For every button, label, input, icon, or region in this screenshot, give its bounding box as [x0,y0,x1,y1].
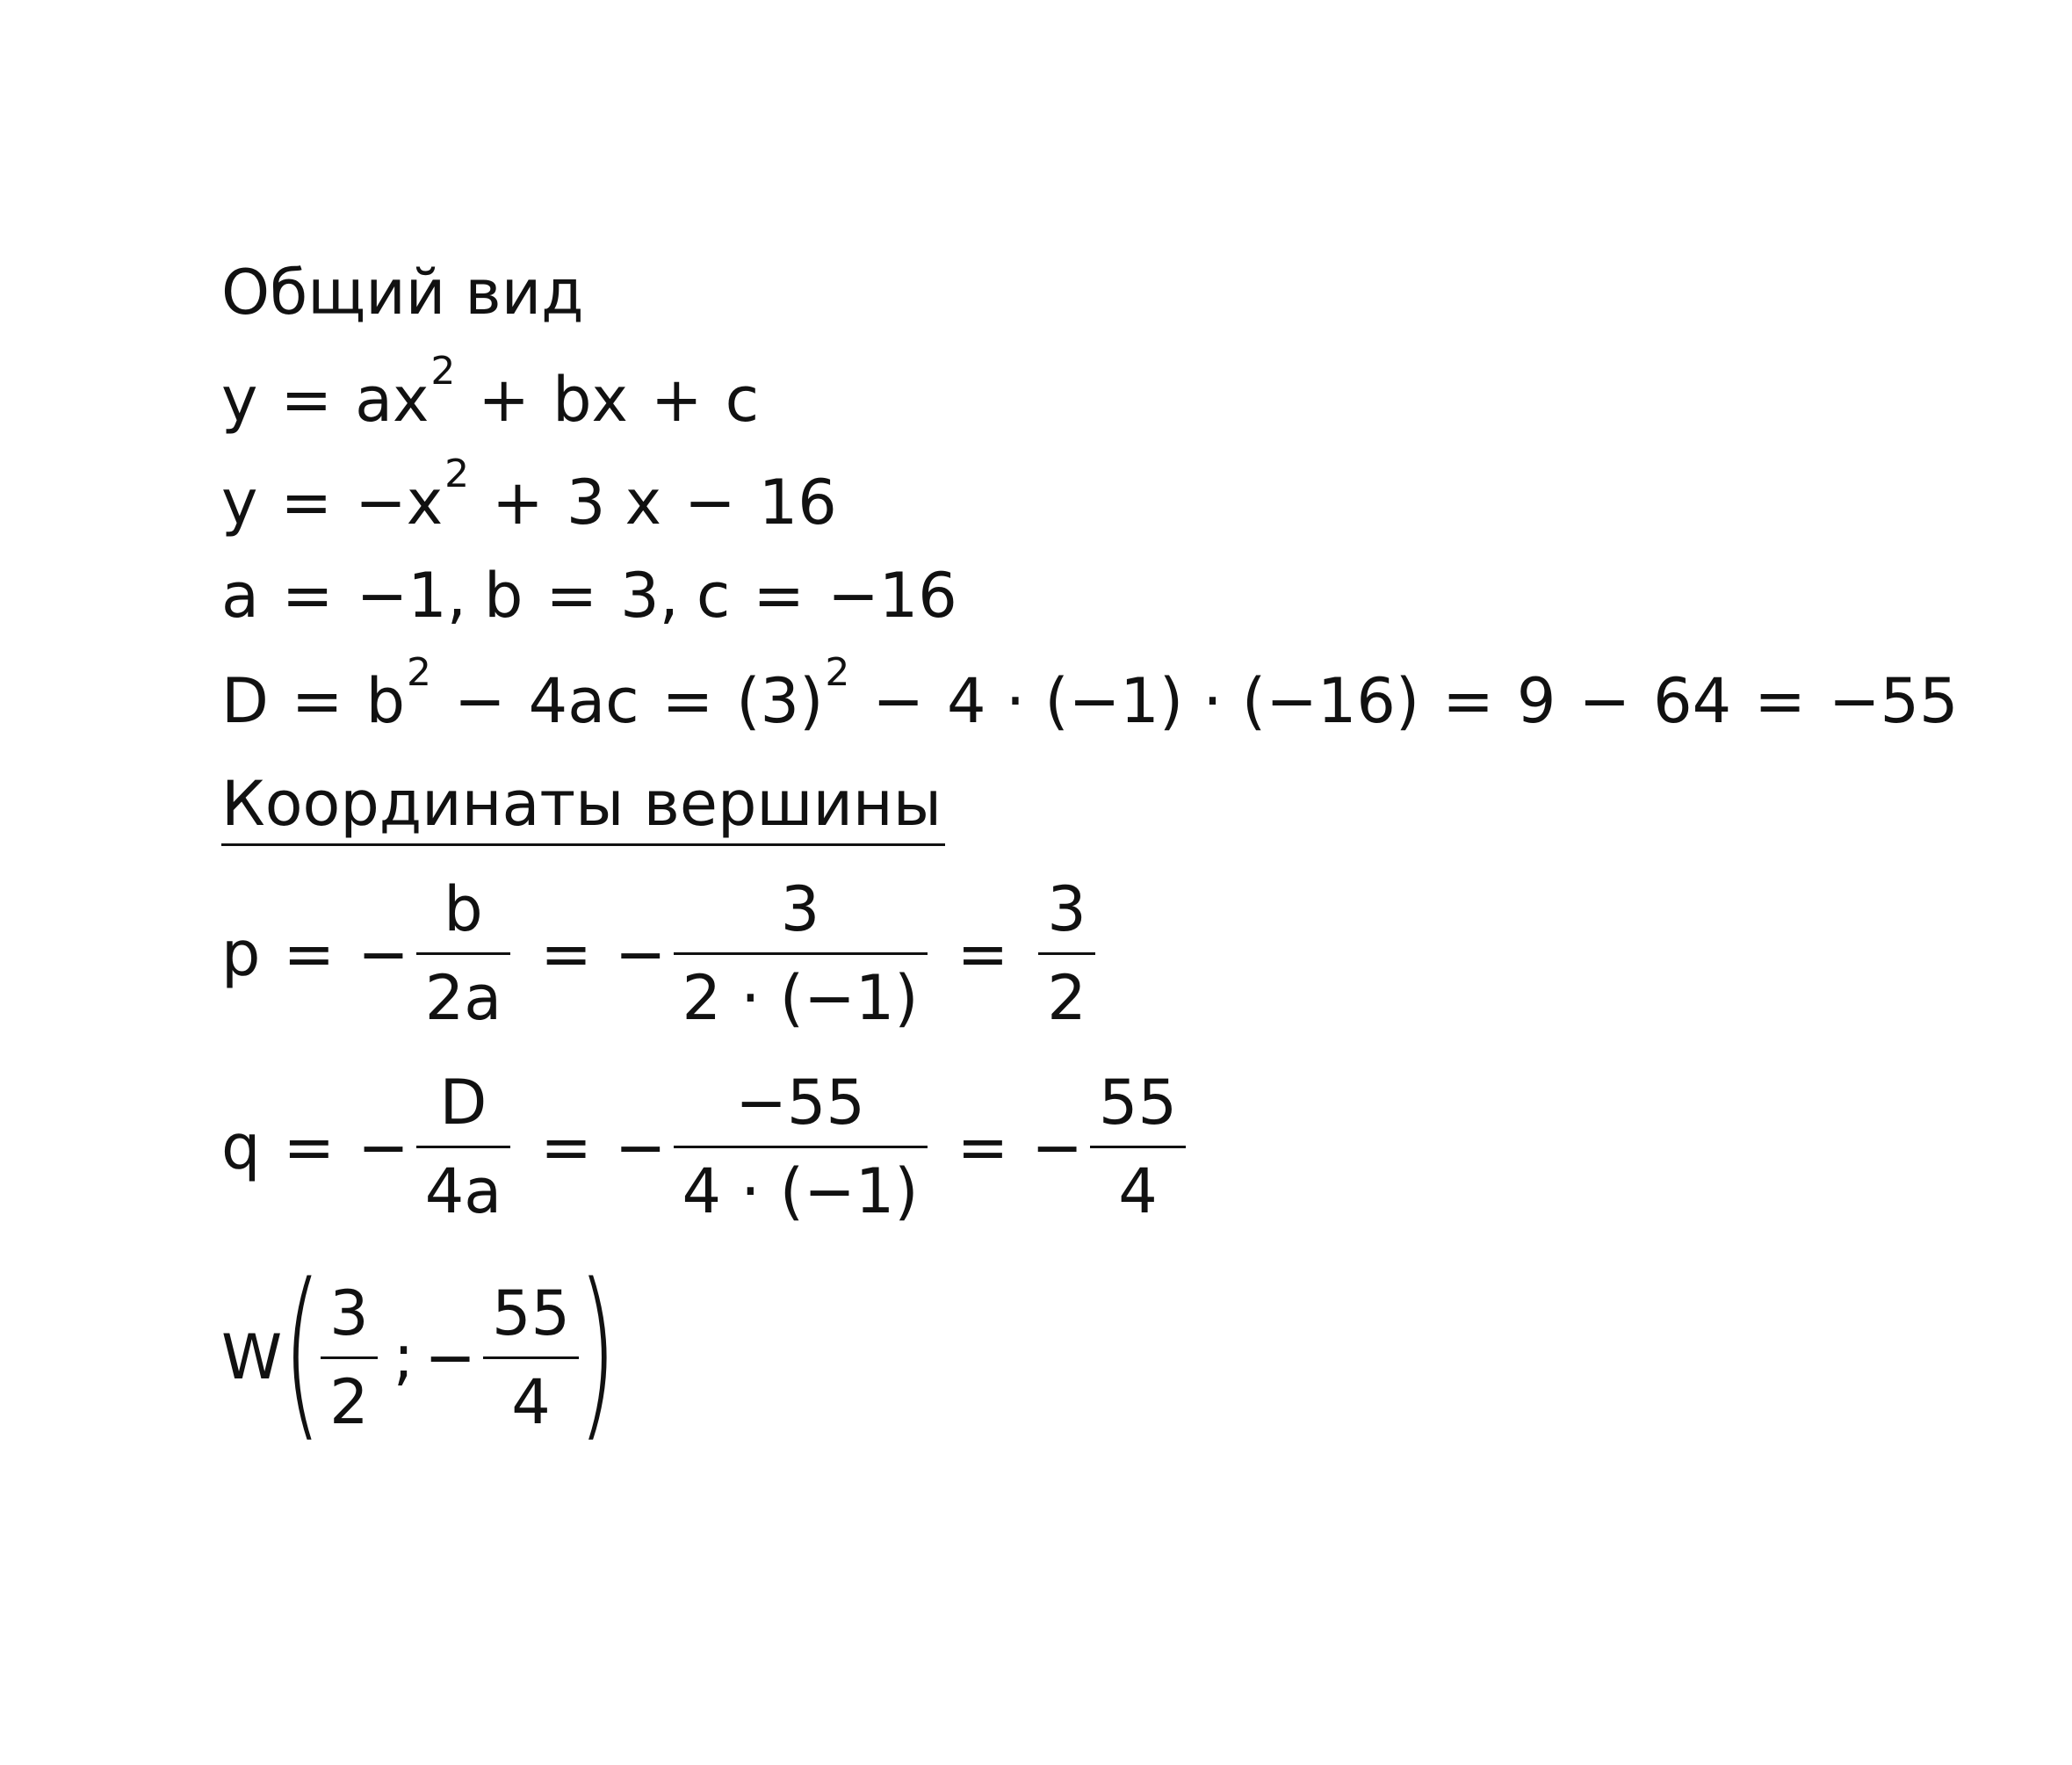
fraction [1038,873,1095,1034]
minus-sign: − [614,1110,667,1183]
vertex-title: Координаты вершины [221,773,945,846]
exponent: 2 [825,650,850,695]
formula-term: 16 [758,467,837,539]
fraction [674,873,928,1034]
equals-sign: = [753,560,805,632]
minus-sign: − [1031,1110,1083,1183]
vertex-x-fraction [321,1277,378,1438]
equals-sign: = [283,1110,336,1183]
q-formula [221,1067,1193,1227]
coef-c-name: c [696,560,731,632]
fraction [674,1067,928,1227]
formula-term: c [725,364,760,436]
formula-term: 9 [1516,665,1556,737]
right-paren: ) [577,1244,617,1459]
exponent: 2 [407,650,431,695]
vertex-point [221,1244,633,1459]
formula-term: 4ac [528,665,639,737]
p-lhs: p [221,917,261,990]
equals-sign: = [281,560,334,632]
general-form-title: Общий вид [221,257,584,329]
coef-a-value: −1, [356,560,467,632]
discriminant-result: −55 [1828,665,1959,737]
exponent: 2 [430,349,456,394]
equals-sign: = [280,364,333,436]
fraction-numerator: −55 [735,1067,865,1139]
discriminant-lhs: D [221,665,269,737]
fraction [1090,1067,1186,1227]
vertex-name: W [221,1321,283,1393]
equals-sign: = [540,917,592,990]
fraction-numerator: D [439,1067,487,1139]
equals-sign: = [957,1110,1009,1183]
general-form-heading [221,257,584,329]
equals-sign: = [540,1110,592,1183]
minus-sign: − [424,1321,476,1393]
minus-sign: − [357,1110,409,1183]
fraction-denominator: 4a [424,1155,502,1227]
formula-lhs: y [221,467,258,539]
exponent: 2 [444,452,470,496]
fraction-numerator: 3 [1047,873,1087,945]
q-lhs: q [221,1110,261,1183]
fraction-numerator: 55 [491,1277,571,1349]
equals-sign: = [280,467,333,539]
coefficients-line [221,560,957,632]
fraction-denominator: 2 [329,1365,369,1438]
formula-term: −x [355,467,444,539]
coef-b-name: b [484,560,523,632]
minus-sign: − [1578,665,1631,737]
formula-term: ax [355,364,430,436]
coef-b-value: 3, [620,560,679,632]
coef-a-name: a [221,560,259,632]
discriminant-line [221,650,1959,737]
left-paren: ( [282,1244,322,1459]
fraction [416,1067,510,1227]
minus-sign: − [614,917,667,990]
fraction-numerator: 3 [329,1277,369,1349]
fraction-numerator: b [444,873,483,945]
p-formula [221,873,1102,1034]
plus-sign: + [478,364,531,436]
formula-term: b [365,665,405,737]
equals-sign: = [957,917,1009,990]
formula-lhs: y [221,364,258,436]
equals-sign: = [661,665,714,737]
equals-sign: = [1442,665,1494,737]
fraction-numerator: 3 [780,873,820,945]
minus-sign: − [454,665,506,737]
formula-term: (3) [736,665,824,737]
vertex-heading [221,768,945,846]
coef-c-value: −16 [827,560,957,632]
formula-term: bx [552,364,628,436]
specific-formula [221,452,837,539]
general-formula [221,349,760,436]
fraction-numerator: 55 [1098,1067,1177,1139]
fraction [416,873,510,1034]
equals-sign: = [291,665,343,737]
plus-sign: + [650,364,703,436]
fraction-denominator: 4 · (−1) [682,1155,919,1227]
formula-term: 64 [1653,665,1732,737]
equals-sign: = [1754,665,1806,737]
fraction-denominator: 2a [424,962,502,1034]
separator: ; [393,1321,415,1393]
formula-term: 4 · (−1) · (−16) [947,665,1420,737]
fraction-denominator: 4 [511,1365,551,1438]
plus-sign: + [492,467,544,539]
minus-sign: − [357,917,409,990]
fraction-denominator: 2 · (−1) [682,962,919,1034]
fraction-denominator: 2 [1047,962,1087,1034]
formula-term: 3 x [566,467,662,539]
vertex-y-fraction [483,1277,579,1438]
minus-sign: − [872,665,925,737]
equals-sign: = [545,560,598,632]
equals-sign: = [283,917,336,990]
fraction-denominator: 4 [1118,1155,1158,1227]
minus-sign: − [684,467,736,539]
